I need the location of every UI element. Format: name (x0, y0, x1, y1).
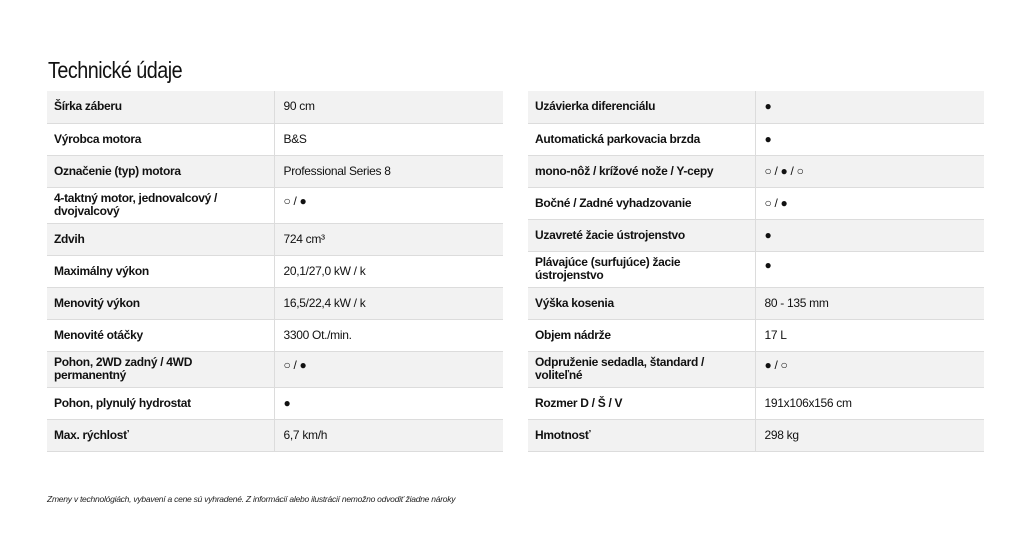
spec-label: Odpruženie sedadla, štandard / voliteľné (528, 351, 755, 387)
spec-label: mono-nôž / krížové nože / Y-cepy (528, 155, 755, 187)
spec-value: 298 kg (764, 427, 799, 442)
spec-value: 724 cm³ (283, 231, 325, 246)
spec-label: Maximálny výkon (47, 255, 274, 287)
spec-value: 191x106x156 cm (764, 395, 852, 410)
spec-value: 80 - 135 mm (764, 295, 829, 310)
spec-table-left (47, 91, 503, 452)
table-row (528, 91, 984, 123)
spec-value: Professional Series 8 (283, 163, 391, 178)
table-row (528, 187, 984, 219)
spec-value: 90 cm (283, 99, 315, 114)
table-row (47, 319, 503, 351)
spec-value: 6,7 km/h (283, 427, 328, 442)
spec-value: B&S (283, 131, 307, 146)
spec-label: Objem nádrže (528, 319, 755, 351)
table-row (47, 419, 503, 451)
table-row (47, 351, 503, 387)
spec-label: Šírka záberu (47, 91, 274, 123)
spec-value: ● (764, 131, 772, 146)
spec-label: Uzavreté žacie ústrojenstvo (528, 219, 755, 251)
table-row (528, 251, 984, 287)
spec-label: Rozmer D / Š / V (528, 387, 755, 419)
spec-label: Max. rýchlosť (47, 419, 274, 451)
table-row (528, 319, 984, 351)
spec-value: ● (764, 227, 772, 242)
spec-label: Bočné / Zadné vyhadzovanie (528, 187, 755, 219)
disclaimer-footnote: Zmeny v technológiách, vybavení a cene sú vyhradené. Z informácií alebo ilustrácií nemožno odvodiť žiadne nároky (47, 494, 456, 504)
spec-value: ● / ○ (764, 357, 788, 372)
table-row (47, 387, 503, 419)
table-row (47, 223, 503, 255)
spec-value: ○ / ● / ○ (764, 163, 804, 178)
spec-value: ○ / ● (283, 193, 307, 208)
table-row (528, 419, 984, 451)
spec-label: Zdvih (47, 223, 274, 255)
spec-value: ● (764, 99, 772, 114)
spec-label: Menovité otáčky (47, 319, 274, 351)
table-row (47, 155, 503, 187)
spec-label: Hmotnosť (528, 419, 755, 451)
table-row (47, 255, 503, 287)
page-title: Technické údaje (48, 57, 183, 84)
spec-label: Automatická parkovacia brzda (528, 123, 755, 155)
spec-label: Výrobca motora (47, 123, 274, 155)
spec-label: Pohon, 2WD zadný / 4WD permanentný (47, 351, 274, 387)
table-row (47, 187, 503, 223)
spec-value: ● (764, 257, 772, 272)
spec-table-right (528, 91, 984, 452)
spec-label: Menovitý výkon (47, 287, 274, 319)
table-row (528, 287, 984, 319)
spec-value: 16,5/22,4 kW / k (283, 295, 366, 310)
table-row (47, 287, 503, 319)
table-row (528, 219, 984, 251)
table-row (47, 123, 503, 155)
table-row (528, 351, 984, 387)
table-row (47, 91, 503, 123)
spec-label: Pohon, plynulý hydrostat (47, 387, 274, 419)
table-row (528, 123, 984, 155)
spec-value: 3300 Ot./min. (283, 327, 352, 342)
spec-value: 17 L (764, 327, 787, 342)
spec-value: 20,1/27,0 kW / k (283, 263, 366, 278)
spec-label: Výška kosenia (528, 287, 755, 319)
table-row (528, 387, 984, 419)
table-row (528, 155, 984, 187)
spec-label: Plávajúce (surfujúce) žacie ústrojenstvo (528, 251, 755, 287)
spec-value: ● (283, 395, 291, 410)
spec-label: Uzávierka diferenciálu (528, 91, 755, 123)
spec-label: 4-taktný motor, jednovalcový / dvojvalcový (47, 187, 274, 223)
spec-value: ○ / ● (283, 357, 307, 372)
spec-label: Označenie (typ) motora (47, 155, 274, 187)
spec-value: ○ / ● (764, 195, 788, 210)
